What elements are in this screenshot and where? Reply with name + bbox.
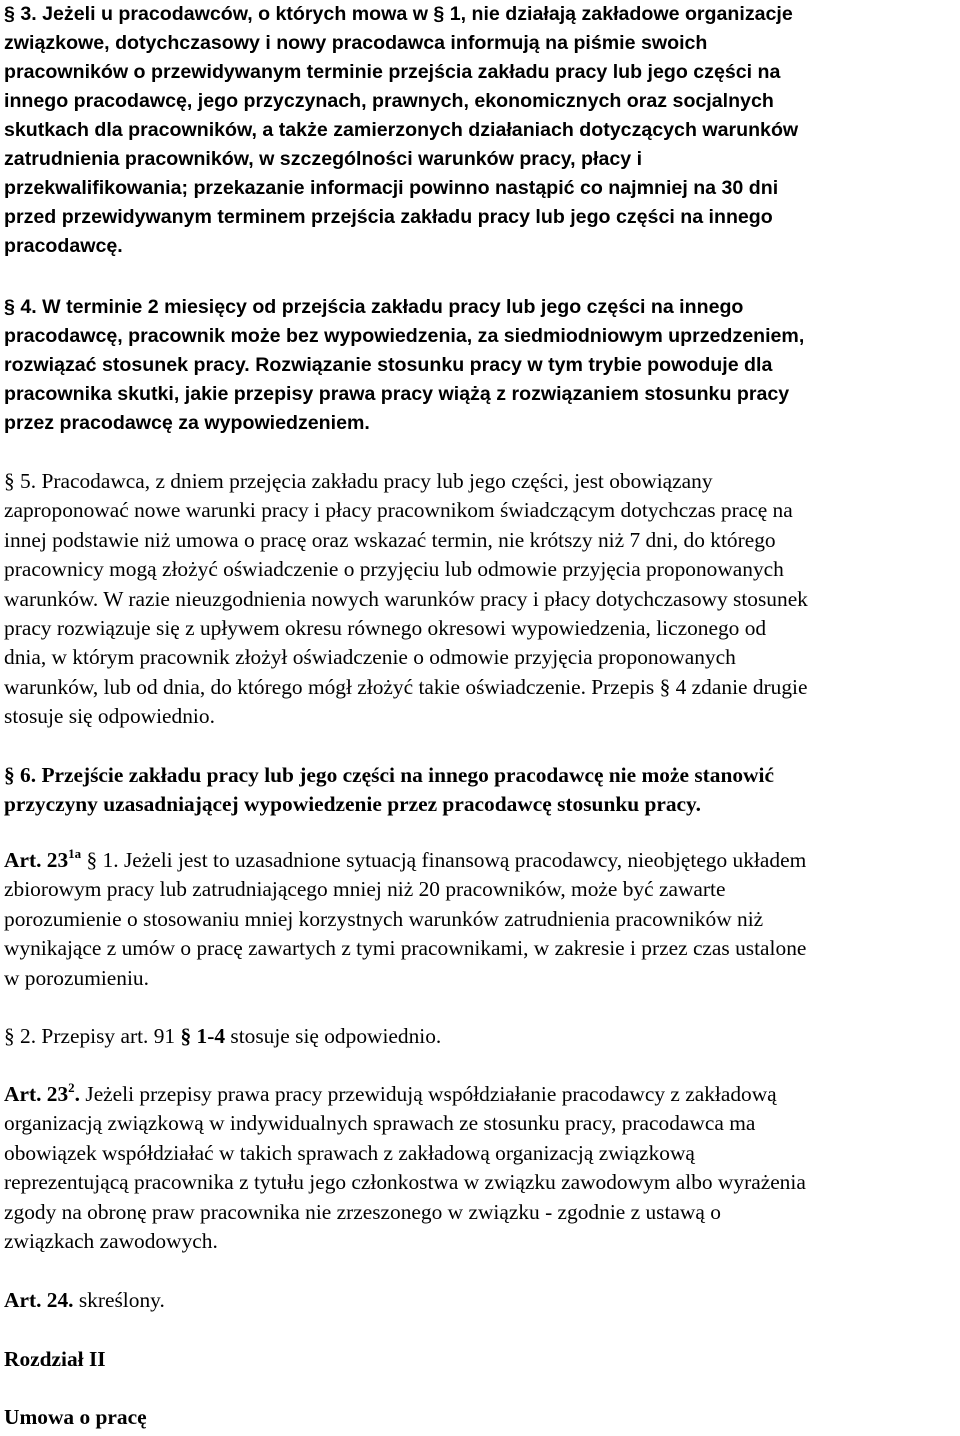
article-number: Art. $23^2$. bbox=[4, 1080, 81, 1106]
paragraph-5 bbox=[4, 467, 808, 732]
paragraph-3 bbox=[4, 0, 798, 261]
section-heading: Umowa o pracę bbox=[4, 1405, 147, 1429]
article-number: Art. $23^{1a}$ bbox=[4, 846, 82, 872]
paragraph-5-line-3: innej podstawie niż umowa o pracę oraz wskazać termin, nie krótszy niż 7 dni, do którego bbox=[4, 527, 776, 552]
article-23-1a-line-1: Art. $23^{1a}$ § 1. Jeżeli jest to uzasadnione sytuacją finansową pracodawcy, nieobjętego układem bbox=[4, 846, 807, 872]
article-23-2-line-1: Art. $23^2$. Jeżeli przepisy prawa pracy przewidują współdziałanie pracodawcy z zakładową bbox=[4, 1080, 777, 1106]
paragraph-5-line-8: warunków, lub od dnia, do którego mógł złożyć takie oświadczenie. Przepis § 4 zdanie drugie bbox=[4, 674, 808, 699]
paragraph-3-line-7: przekwalifikowania; przekazanie informacji powinno nastąpić co najmniej na 30 dni bbox=[4, 177, 779, 199]
article-superscript: 2 bbox=[68, 1080, 75, 1095]
paragraph-4-line-3: rozwiązać stosunek pracy. Rozwiązanie stosunku pracy w tym trybie powoduje dla bbox=[4, 354, 773, 376]
paragraph-3-line-5: skutkach dla pracowników, a także zamierzonych działaniach dotyczących warunków bbox=[4, 119, 799, 141]
article-23-2 bbox=[4, 1080, 806, 1256]
article-23-1a-line-5: w porozumieniu. bbox=[4, 965, 149, 990]
article-23-1a-paragraph-2: § 2. Przepisy art. 91 § 1-4 stosuje się odpowiednio. bbox=[4, 1024, 442, 1048]
paragraph-4-line-4: pracownika skutki, jakie przepisy prawa pracy wiążą z rozwiązaniem stosunku pracy bbox=[4, 383, 790, 405]
section-number: § 5. bbox=[4, 469, 42, 493]
section-range: § 1-4 bbox=[180, 1024, 226, 1048]
paragraph-5-line-1: § 5. Pracodawca, z dniem przejęcia zakładu pracy lub jego części, jest obowiązany bbox=[4, 469, 713, 493]
paragraph-5-line-4: pracownicy mogą złożyć oświadczenie o przyjęciu lub odmowie przyjęcia proponowanych bbox=[4, 557, 784, 582]
paragraph-5-line-7: dnia, w którym pracownik złożył oświadczenie o odmowie przyjęcia proponowanych bbox=[4, 645, 736, 670]
paragraph-6-line-1: § 6. Przejście zakładu pracy lub jego części na innego pracodawcę nie może stanowić bbox=[4, 763, 774, 787]
paragraph-4-line-2: pracodawcę, pracownik może bez wypowiedzenia, za siedmiodniowym uprzedzeniem, bbox=[4, 325, 805, 347]
article-23-2-line-2: organizacją związkową w indywidualnych sprawach ze stosunku pracy, pracodawca ma bbox=[4, 1111, 756, 1136]
paragraph-4 bbox=[4, 293, 804, 438]
paragraph-3-line-1: § 3. Jeżeli u pracodawców, o których mowa w § 1, nie działają zakładowe organizacje bbox=[4, 3, 793, 25]
paragraph-6-line-2: przyczyny uzasadniającej wypowiedzenie przez pracodawcę stosunku pracy. bbox=[4, 792, 701, 817]
paragraph-5-line-2: zaproponować nowe warunki pracy i płacy pracownikom świadczącym dotychczas pracę na bbox=[4, 498, 793, 523]
article-24: Art. 24. skreślony. bbox=[4, 1288, 165, 1312]
article-number: Art. 24. bbox=[4, 1288, 74, 1312]
paragraph-5-line-6: pracy rozwiązuje się z upływem okresu równego okresowi wypowiedzenia, liczonego od bbox=[4, 616, 767, 641]
paragraph-4-line-5: przez pracodawcę za wypowiedzeniem. bbox=[4, 412, 370, 434]
article-23-1a-line-2: zbiorowym pracy lub zatrudniającego mniej niż 20 pracowników, może być zawarte bbox=[4, 877, 726, 902]
paragraph-6 bbox=[4, 761, 774, 820]
article-23-1a-line-3: porozumienie o stosowaniu mniej korzystnych warunków zatrudnienia pracowników niż bbox=[4, 906, 764, 931]
paragraph-3-line-8: przed przewidywanym terminem przejścia zakładu pracy lub jego części na innego bbox=[4, 206, 773, 228]
paragraph-4-line-1: § 4. W terminie 2 miesięcy od przejścia zakładu pracy lub jego części na innego bbox=[4, 296, 744, 318]
article-23-2-line-3: obowiązek współdziałać w takich sprawach z zakładową organizacją związkową bbox=[4, 1140, 695, 1165]
chapter-heading: Rozdział II bbox=[4, 1347, 106, 1371]
article-23-1a bbox=[4, 846, 806, 993]
article-23-1a-line-4: wynikające z umów o pracę zawartych z tymi pracownikami, w zakresie i przez czas ustalone bbox=[4, 936, 807, 961]
paragraph-5-line-9: stosuje się odpowiednio. bbox=[4, 704, 215, 729]
article-23-2-line-5: zgody na obronę praw pracownika nie zrzeszonego w związku - zgodnie z ustawą o bbox=[4, 1199, 721, 1224]
section-number: § 3. bbox=[4, 3, 43, 25]
paragraph-3-line-9: pracodawcę. bbox=[4, 235, 123, 257]
paragraph-3-line-6: zatrudnienia pracowników, w szczególności warunków pracy, płacy i bbox=[4, 148, 643, 170]
section-number: § 4. bbox=[4, 296, 43, 318]
section-number: § 6. bbox=[4, 763, 42, 787]
article-23-2-line-6: związkach zawodowych. bbox=[4, 1229, 218, 1254]
paragraph-3-line-2: związkowe, dotychczasowy i nowy pracodawca informują na piśmie swoich bbox=[4, 32, 708, 54]
article-23-2-line-4: reprezentującą pracownika z tytułu jego członkostwa w związku zawodowym albo wyrażenia bbox=[4, 1170, 806, 1195]
paragraph-3-line-4: innego pracodawcę, jego przyczynach, prawnych, ekonomicznych oraz socjalnych bbox=[4, 90, 774, 112]
article-superscript: 1a bbox=[68, 846, 82, 861]
paragraph-5-line-5: warunków. W razie nieuzgodnienia nowych warunków pracy i płacy dotychczasowy stosunek bbox=[4, 586, 808, 611]
paragraph-3-line-3: pracowników o przewidywanym terminie przejścia zakładu pracy lub jego części na bbox=[4, 61, 781, 83]
